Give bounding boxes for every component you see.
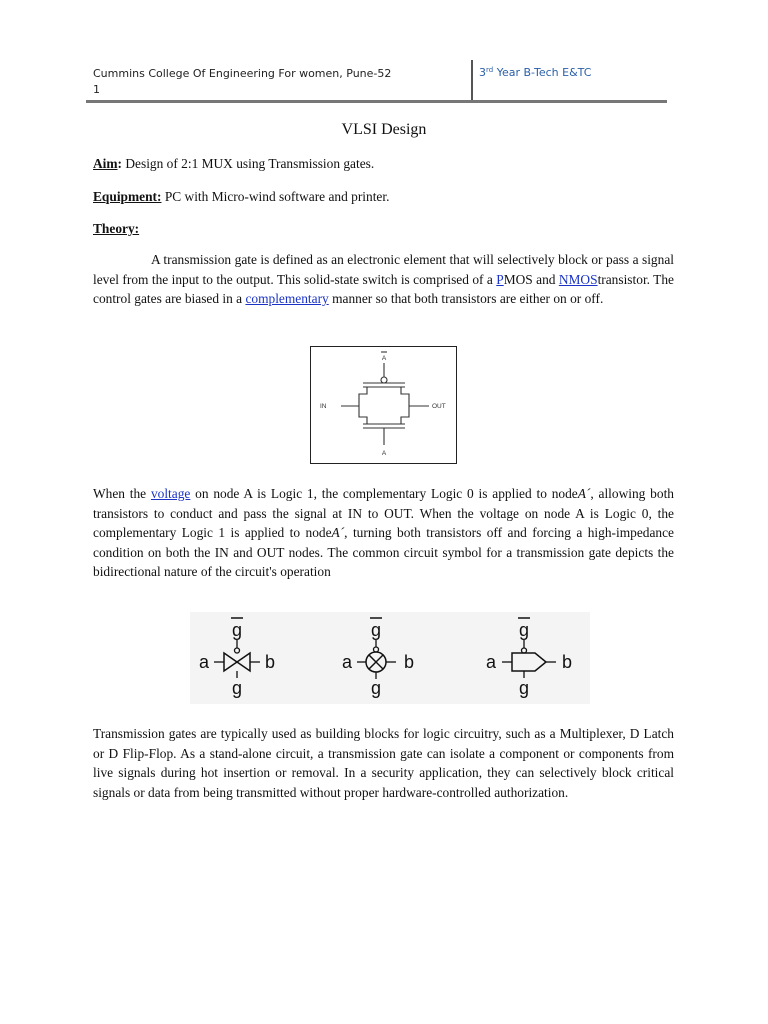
theory-label: Theory: <box>93 221 140 236</box>
header-year-rest: Year B-Tech E&TC <box>493 66 592 79</box>
sym2-g: g <box>370 678 382 698</box>
sym2-a: a <box>342 652 353 672</box>
page-title: VLSI Design <box>341 121 427 138</box>
link-nmos[interactable]: NMOS <box>558 271 598 287</box>
sym3-a: a <box>486 652 497 672</box>
p2-a-prime-1: A´ <box>577 486 591 501</box>
p2-text-d: , turning both transistors off and forcing a high-impedance condition on both the IN and OUT nodes. The common circuit symbol for a transmission gate depicts the bidirectional nature of the circuit's operation <box>93 525 674 580</box>
sym1-a: a <box>199 652 210 672</box>
equipment-line <box>93 187 674 207</box>
header-institution: Cummins College Of Engineering For women, Pune-52 <box>93 67 392 80</box>
label-a: A <box>381 450 387 457</box>
theory-paragraph-1 <box>93 250 674 309</box>
label-in: IN <box>320 403 327 410</box>
link-voltage[interactable]: voltage <box>150 486 191 501</box>
aim-line: Aim: Design of 2:1 MUX using Transmission gates. <box>93 156 375 171</box>
aim-text: Design of 2:1 MUX using Transmission gates. <box>122 156 375 171</box>
header-page-number: 1 <box>93 83 100 96</box>
label-out: OUT <box>432 403 446 410</box>
p1-text-d: manner so that both transistors are either on or off. <box>328 291 604 307</box>
sym2-b: b <box>404 652 415 672</box>
theory-paragraph-2 <box>93 484 674 582</box>
sym1-g-bar: g <box>231 620 243 640</box>
theory-paragraph-3: Transmission gates are typically used as building blocks for logic circuitry, such as a Multiplexer, D Latch or D Flip-Flop. As a stand-alone circuit, a transmission gate can isolate a component or components from live signals during hot insertion or removal. In a security application, they can selectively block critical signals or data from being transmitted without proper hardware-controlled authorization. <box>93 726 674 800</box>
header-year-num: 3 <box>479 66 486 79</box>
sym3-b: b <box>562 652 573 672</box>
p2-a-prime-2: A´ <box>331 525 345 541</box>
p1-text-b: MOS and <box>503 271 559 287</box>
header-year <box>479 66 591 79</box>
schematic-drawing <box>311 347 456 463</box>
header-divider-vertical <box>471 60 473 102</box>
p2-text-b: on node A is Logic 1, the complementary Logic 0 is applied to node <box>190 486 578 501</box>
aim-label: Aim <box>93 156 118 171</box>
p2-text-a: When the <box>93 486 151 501</box>
link-pmos[interactable]: P <box>496 271 504 287</box>
symbols-drawing <box>190 612 590 704</box>
sym3-g-bar: g <box>518 620 530 640</box>
p1-text-a: A transmission gate is defined as an electronic element that will selectively block or pass a signal level from the input to the output. This solid-state switch is comprised of a <box>93 252 674 287</box>
p2-text-c: , allowing both transistors to conduct and pass the signal at IN to OUT. When the voltage on node A is Logic 0, the complementary Logic 1 is applied to node <box>93 486 674 541</box>
header-institution-block <box>93 66 391 98</box>
symbol-pentagon <box>486 618 572 698</box>
equipment-label: Equipment: <box>93 189 162 204</box>
header-year-sup: rd <box>486 66 494 74</box>
equipment-text: PC with Micro-wind software and printer. <box>161 189 390 204</box>
transmission-gate-symbols <box>190 612 590 704</box>
sym3-g: g <box>518 678 530 698</box>
symbol-bowtie <box>199 618 275 698</box>
symbol-circle-x <box>342 618 414 698</box>
link-complementary[interactable]: complementary <box>245 291 329 307</box>
transmission-gate-schematic <box>310 346 457 464</box>
sym2-g-bar: g <box>370 620 382 640</box>
p1-text-c: transistor. The control gates are biased in a <box>93 271 674 307</box>
sym1-g: g <box>231 678 243 698</box>
header-divider-horizontal <box>86 100 667 103</box>
label-a-bar: A <box>381 355 387 362</box>
sym1-b: b <box>265 652 276 672</box>
theory-heading <box>93 219 674 239</box>
